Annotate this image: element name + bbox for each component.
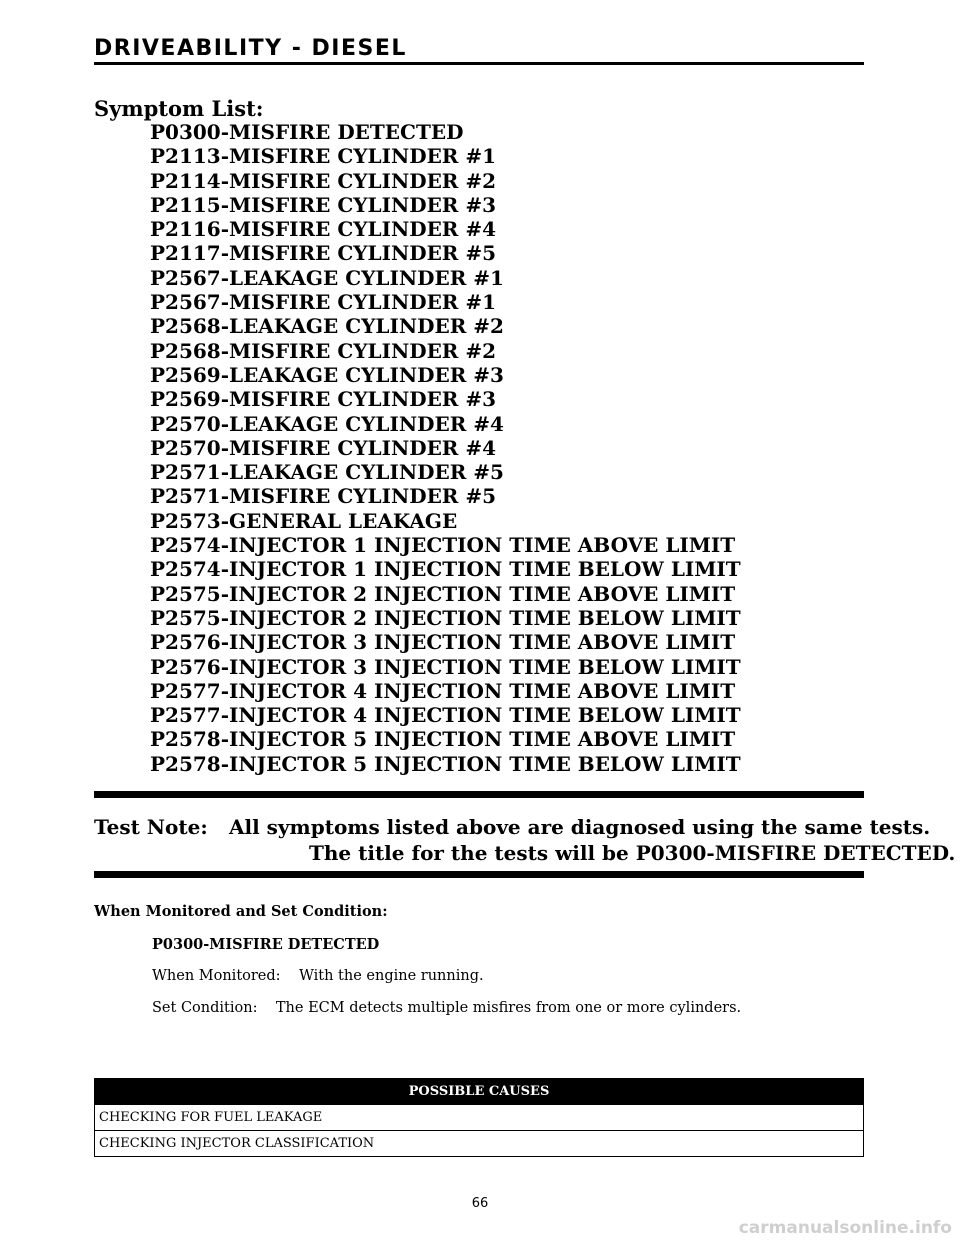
page-header: DRIVEABILITY - DIESEL	[94, 36, 407, 61]
symptom-item: P2577-INJECTOR 4 INJECTION TIME BELOW LIMIT	[150, 703, 741, 728]
symptom-item: P2569-LEAKAGE CYLINDER #3	[150, 362, 504, 387]
possible-cause-item: CHECKING FOR FUEL LEAKAGE	[95, 1105, 863, 1131]
test-note-line-1: All symptoms listed above are diagnosed using the same tests.	[229, 815, 931, 839]
section-rule-top	[94, 791, 864, 798]
watermark: carmanualsonline.info	[738, 1218, 952, 1238]
set-condition-row	[152, 1000, 741, 1032]
symptom-item: P2574-INJECTOR 1 INJECTION TIME BELOW LIMIT	[150, 557, 741, 582]
possible-causes-header: POSSIBLE CAUSES	[95, 1079, 863, 1105]
possible-causes-list	[95, 1105, 863, 1156]
monitor-code: P0300-MISFIRE DETECTED	[152, 936, 380, 953]
symptom-item: P2571-LEAKAGE CYLINDER #5	[150, 460, 504, 485]
symptom-item: P2578-INJECTOR 5 INJECTION TIME BELOW LIMIT	[150, 751, 741, 776]
monitor-section-title: When Monitored and Set Condition:	[94, 903, 388, 920]
symptom-item: P2574-INJECTOR 1 INJECTION TIME ABOVE LIMIT	[150, 533, 736, 558]
when-monitored-value: With the engine running.	[299, 968, 484, 984]
symptom-item: P2571-MISFIRE CYLINDER #5	[150, 484, 497, 509]
header-rule	[94, 62, 864, 65]
symptom-item: P2576-INJECTOR 3 INJECTION TIME ABOVE LIMIT	[150, 630, 736, 655]
when-monitored-row	[152, 968, 741, 1000]
symptom-item: P2113-MISFIRE CYLINDER #1	[150, 144, 497, 169]
test-note-line-2: The title for the tests will be P0300-MISFIRE DETECTED.	[309, 841, 956, 865]
set-condition-value: The ECM detects multiple misfires from one or more cylinders.	[275, 1000, 742, 1016]
symptom-item: P2570-LEAKAGE CYLINDER #4	[150, 411, 504, 436]
page-number: 66	[471, 1196, 489, 1211]
symptom-item: P2568-LEAKAGE CYLINDER #2	[150, 314, 504, 339]
symptom-list	[150, 120, 741, 776]
section-rule-bottom	[94, 871, 864, 878]
symptom-item: P2116-MISFIRE CYLINDER #4	[150, 217, 497, 242]
possible-cause-item: CHECKING INJECTOR CLASSIFICATION	[99, 1136, 375, 1151]
possible-causes-table	[94, 1078, 864, 1157]
symptom-item: P2573-GENERAL LEAKAGE	[150, 508, 458, 533]
symptom-item: P2115-MISFIRE CYLINDER #3	[150, 192, 497, 217]
test-note-label: Test Note:	[94, 815, 208, 839]
symptom-item: P2567-MISFIRE CYLINDER #1	[150, 290, 497, 315]
symptom-list-title: Symptom List:	[94, 96, 264, 121]
symptom-item: P2576-INJECTOR 3 INJECTION TIME BELOW LIMIT	[150, 654, 741, 679]
symptom-item: P2114-MISFIRE CYLINDER #2	[150, 168, 497, 193]
symptom-item: P2570-MISFIRE CYLINDER #4	[150, 435, 497, 460]
symptom-item: P2578-INJECTOR 5 INJECTION TIME ABOVE LIMIT	[150, 727, 736, 752]
symptom-item: P0300-MISFIRE DETECTED	[150, 120, 464, 144]
symptom-item: P2569-MISFIRE CYLINDER #3	[150, 387, 497, 412]
symptom-item: P2568-MISFIRE CYLINDER #2	[150, 338, 497, 363]
symptom-item: P2577-INJECTOR 4 INJECTION TIME ABOVE LIMIT	[150, 678, 736, 703]
symptom-item: P2575-INJECTOR 2 INJECTION TIME BELOW LIMIT	[150, 605, 741, 630]
symptom-item: P2575-INJECTOR 2 INJECTION TIME ABOVE LIMIT	[150, 581, 736, 606]
set-condition-label: Set Condition:	[152, 1000, 258, 1016]
symptom-item: P2117-MISFIRE CYLINDER #5	[150, 241, 497, 266]
symptom-item: P2567-LEAKAGE CYLINDER #1	[150, 265, 504, 290]
monitor-block	[152, 936, 741, 1032]
when-monitored-label: When Monitored:	[152, 968, 281, 984]
